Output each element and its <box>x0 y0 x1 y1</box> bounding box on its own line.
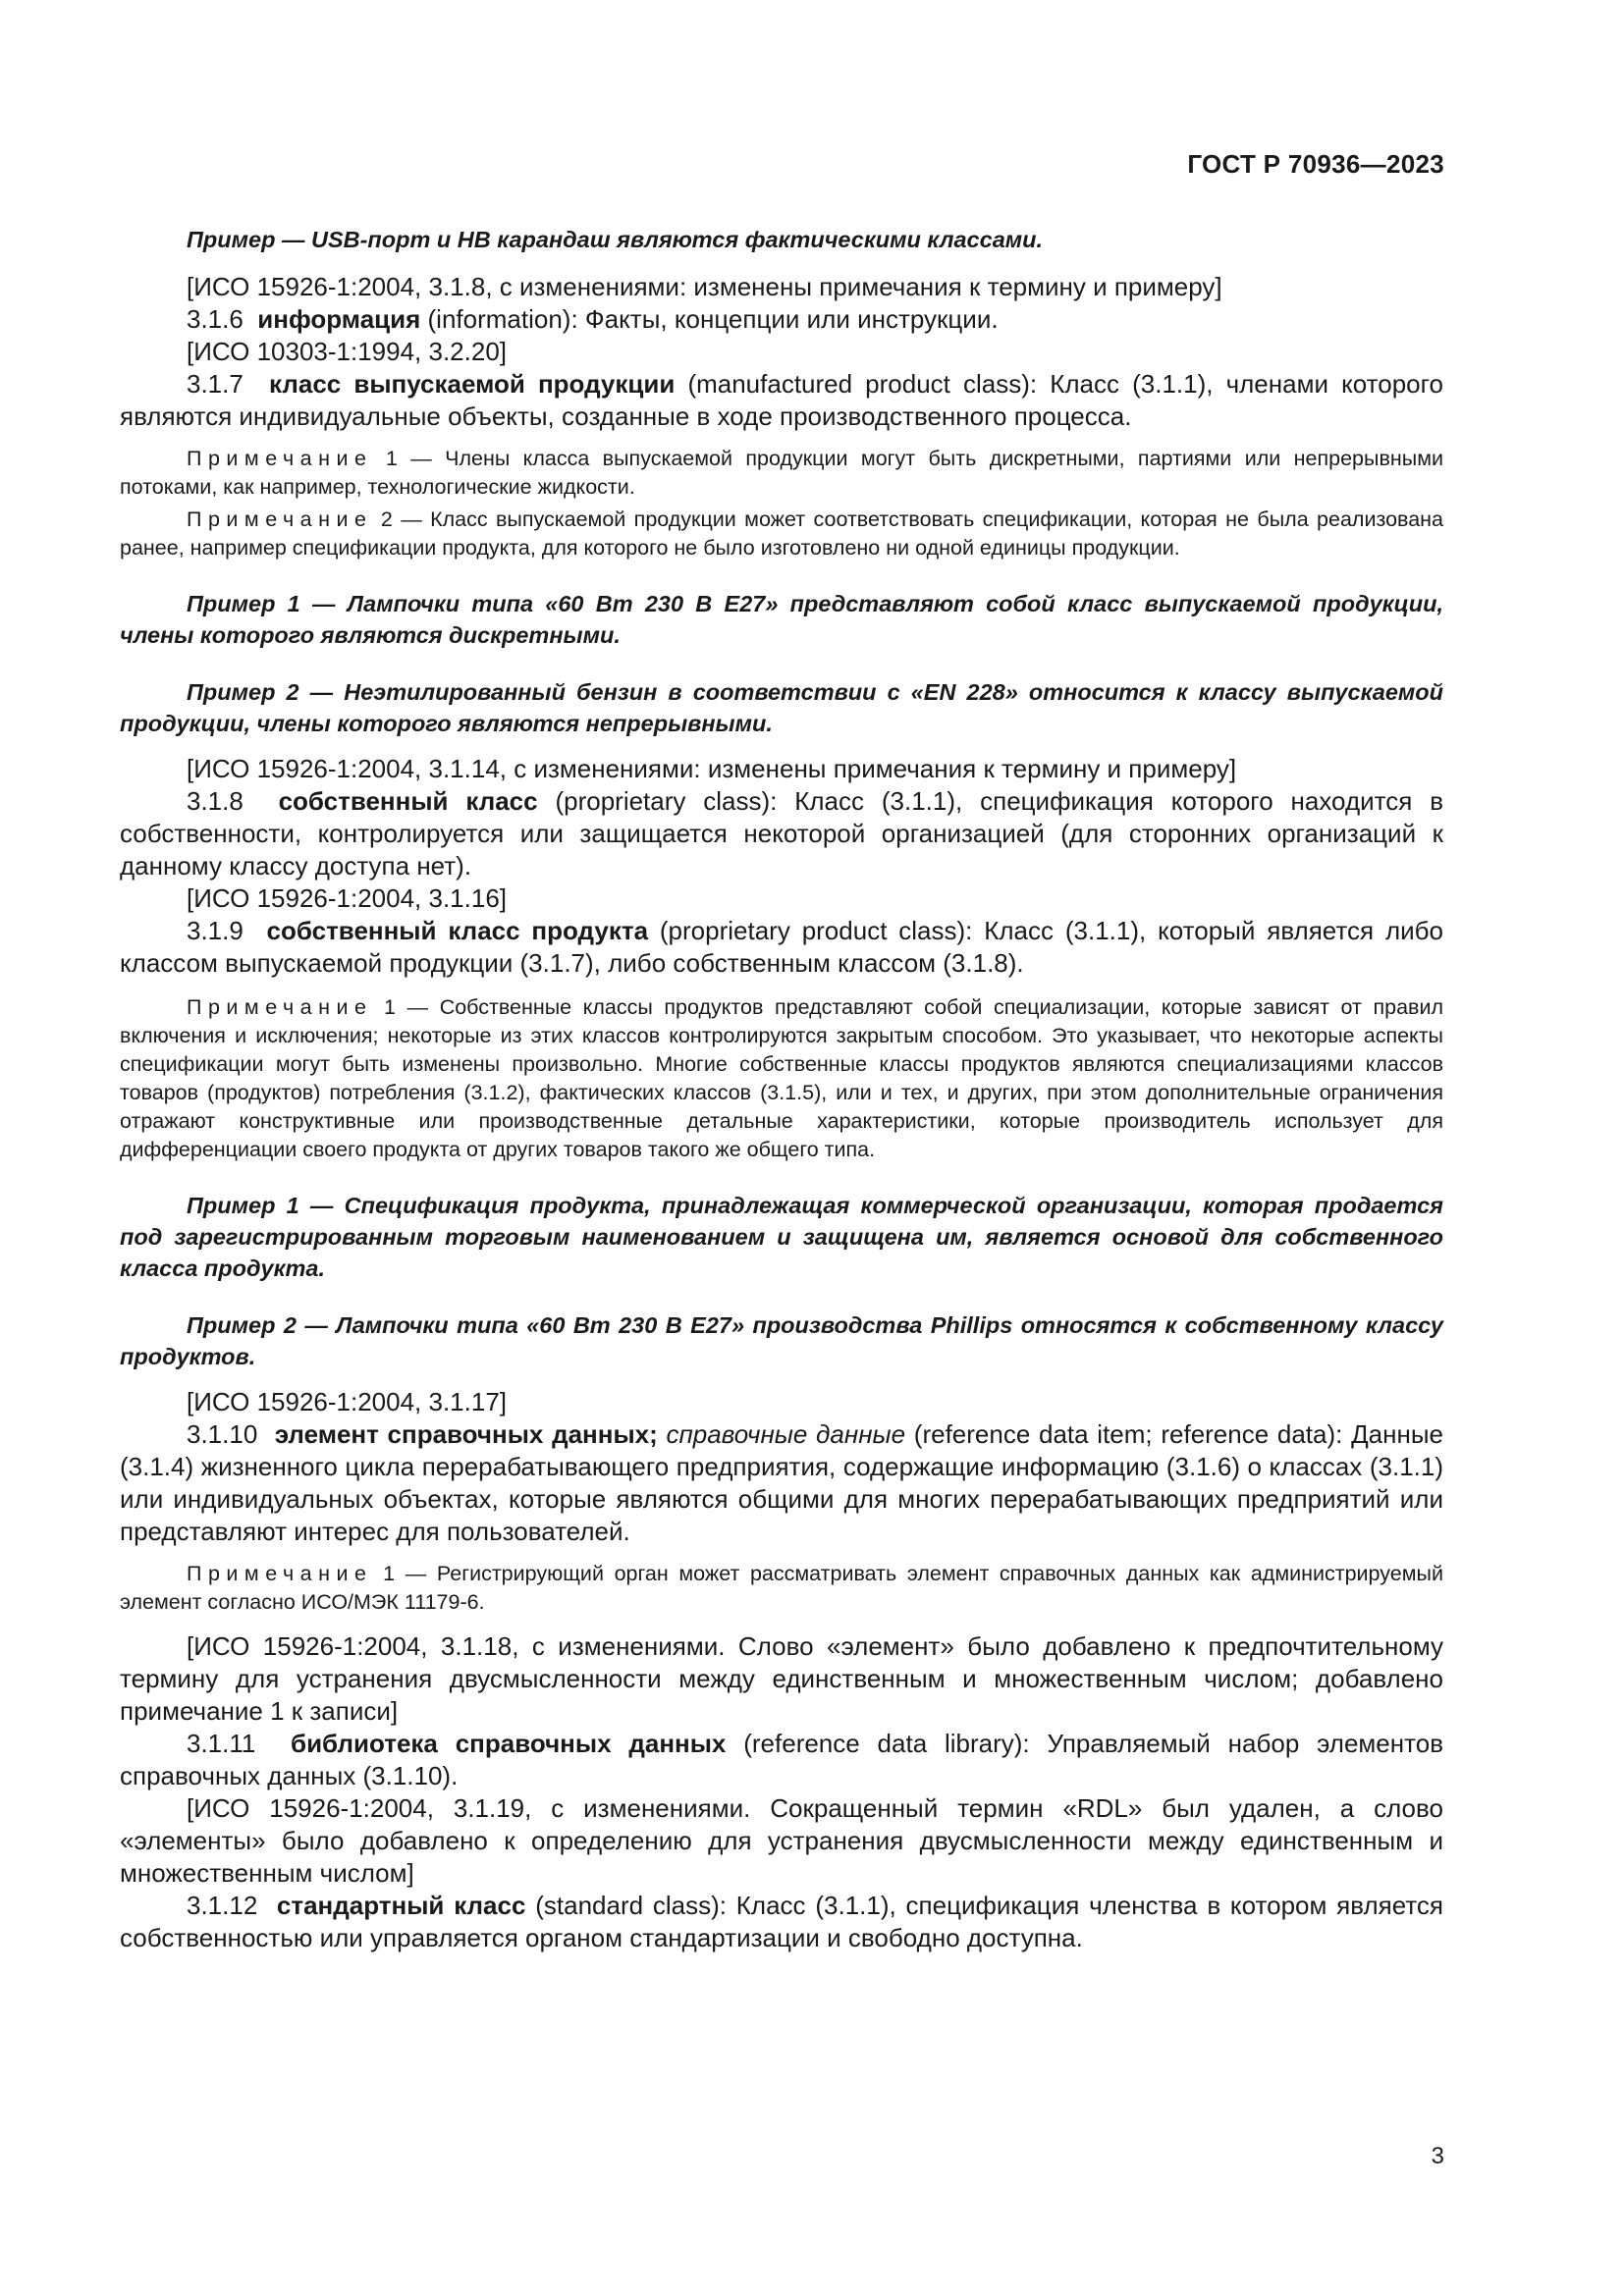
note-label: Примечание <box>187 447 373 470</box>
note-number: 1 <box>385 447 398 470</box>
source-reference: [ИСО 15926-1:2004, 3.1.17] <box>187 1387 508 1416</box>
source-reference: [ИСО 15926-1:2004, 3.1.16] <box>187 883 508 913</box>
note-label: Примечание <box>187 507 373 531</box>
term-definition <box>120 1728 1443 1792</box>
term-name: класс выпускаемой продукции <box>269 369 676 399</box>
term-name: библиотека справочных данных <box>291 1729 727 1758</box>
term-number: 3.1.11 <box>187 1729 256 1758</box>
note-paragraph <box>120 1560 1443 1617</box>
term-definition <box>120 1418 1443 1548</box>
note-paragraph <box>120 993 1443 1164</box>
source-reference: [ИСО 10303-1:1994, 3.2.20] <box>187 337 508 366</box>
note-text: — Класс выпускаемой продукции может соответствовать спецификации, которая не была реализована ранее, например спецификации продукта, для которого не было изготовлено ни одной единицы продукции. <box>120 507 1444 560</box>
term-text: (reference data item; reference data): Данные (3.1.4) жизненного цикла перерабатывающего предприятия, содержащие информацию (3.1.6) о классах (3.1.1) или индивидуальных объектах, которые являются общими для многих перерабатывающих предприятий или представляют интерес для пользователей. <box>120 1419 1444 1546</box>
term-definition <box>120 368 1443 433</box>
note-label: Примечание <box>187 995 373 1019</box>
term-number: 3.1.6 <box>187 304 244 334</box>
note-number: 2 <box>380 507 393 531</box>
document-code: ГОСТ Р 70936—2023 <box>1187 149 1444 179</box>
note-paragraph <box>120 445 1443 502</box>
source-reference: [ИСО 15926-1:2004, 3.1.8, с изменениями: изменены примечания к термину и примеру] <box>187 272 1222 301</box>
term-definition <box>120 785 1443 882</box>
source-reference: [ИСО 15926-1:2004, 3.1.18, с изменениями. Слово «элемент» было добавлено к предпочтительному термину для устранения двусмысленности между единственным и множественным числом; добавлено примечание 1 к записи] <box>120 1631 1443 1726</box>
term-alternative: справочные данные <box>666 1419 906 1449</box>
page-number: 3 <box>1431 2143 1444 2169</box>
term-number: 3.1.8 <box>187 786 244 816</box>
term-text: (standard class): Класс (3.1.1), спецификация членства в котором является собственностью или управляется органом стандартизации и свободно доступна. <box>120 1891 1443 1952</box>
term-definition <box>120 303 1443 336</box>
note-label: Примечание <box>187 1562 373 1585</box>
note-number: 1 <box>383 1562 396 1585</box>
term-name: стандартный класс <box>276 1891 526 1920</box>
source-reference: [ИСО 15926-1:2004, 3.1.14, с изменениями: изменены примечания к термину и примеру] <box>187 754 1237 783</box>
note-number: 1 <box>384 995 397 1019</box>
term-name: собственный класс продукта <box>266 916 649 945</box>
term-number: 3.1.9 <box>187 916 244 945</box>
term-name: информация <box>257 304 421 334</box>
term-text: (proprietary class): Класс (3.1.1), спецификация которого находится в собственности, контролируется или защищается некоторой организацией (для сторонних организаций к данному классу доступа нет). <box>120 786 1444 881</box>
note-text: — Регистрирующий орган может рассматривать элемент справочных данных как администрируемый элемент согласно ИСО/МЭК 11179-6. <box>120 1562 1443 1614</box>
source-reference: [ИСО 15926-1:2004, 3.1.19, с изменениями. Сокращенный термин «RDL» был удален, а слово «элементы» было добавлено к определению для устранения двусмысленности между единственным и множественным числом] <box>120 1793 1443 1888</box>
term-name: элемент справочных данных; <box>274 1419 658 1449</box>
term-definition <box>120 1890 1443 1954</box>
term-number: 3.1.12 <box>187 1891 258 1920</box>
example-paragraph: Пример 1 — Лампочки типа «60 Вт 230 В E27» представляют собой класс выпускаемой продукции, члены которого являются дискретными. <box>120 591 1443 648</box>
note-paragraph <box>120 506 1443 562</box>
term-text: (reference data library): Управляемый набор элементов справочных данных (3.1.10). <box>120 1729 1444 1790</box>
term-number: 3.1.10 <box>187 1419 258 1449</box>
note-text: — Члены класса выпускаемой продукции могут быть дискретными, партиями или непрерывными потоками, как например, технологические жидкости. <box>120 447 1443 499</box>
term-text: (information): Факты, концепции или инструкции. <box>420 304 999 334</box>
note-text: — Собственные классы продуктов представляют собой специализации, которые зависят от правил включения и исключения; некоторые из этих классов контролируются закрытым способом. Это указывает, что некоторые аспекты спецификации могут быть изменены произвольно. Многие собственные классы продуктов являются специализациями классов товаров (продуктов) потребления (3.1.2), фактических классов (3.1.5), или и тех, и других, при этом дополнительные ограничения отражают конструктивные или производственные детальные характеристики, которые производитель использует для дифференциации своего продукта от других товаров такого же общего типа. <box>120 995 1443 1161</box>
example-paragraph: Пример 1 — Спецификация продукта, принадлежащая коммерческой организации, которая продается под зарегистрированным торговым наименованием и защищена им, является основой для собственного класса продукта. <box>120 1193 1443 1281</box>
example-paragraph: Пример — USB-порт и HB карандаш являются фактическими классами. <box>187 227 1044 252</box>
example-paragraph: Пример 2 — Неэтилированный бензин в соответствии с «EN 228» относится к классу выпускаемой продукции, члены которого являются непрерывными. <box>120 679 1443 736</box>
term-number: 3.1.7 <box>187 369 244 399</box>
term-text: (proprietary product class): Класс (3.1.1), который является либо классом выпускаемой продукции (3.1.7), либо собственным классом (3.1.8). <box>120 916 1443 978</box>
page-body <box>120 224 1443 1954</box>
term-text: (manufactured product class): Класс (3.1.1), членами которого являются индивидуальные объекты, созданные в ходе производственного процесса. <box>120 369 1443 431</box>
term-name: собственный класс <box>278 786 538 816</box>
term-definition <box>120 915 1443 980</box>
example-paragraph: Пример 2 — Лампочки типа «60 Вт 230 В E27» производства Phillips относятся к собственному классу продуктов. <box>120 1312 1443 1369</box>
